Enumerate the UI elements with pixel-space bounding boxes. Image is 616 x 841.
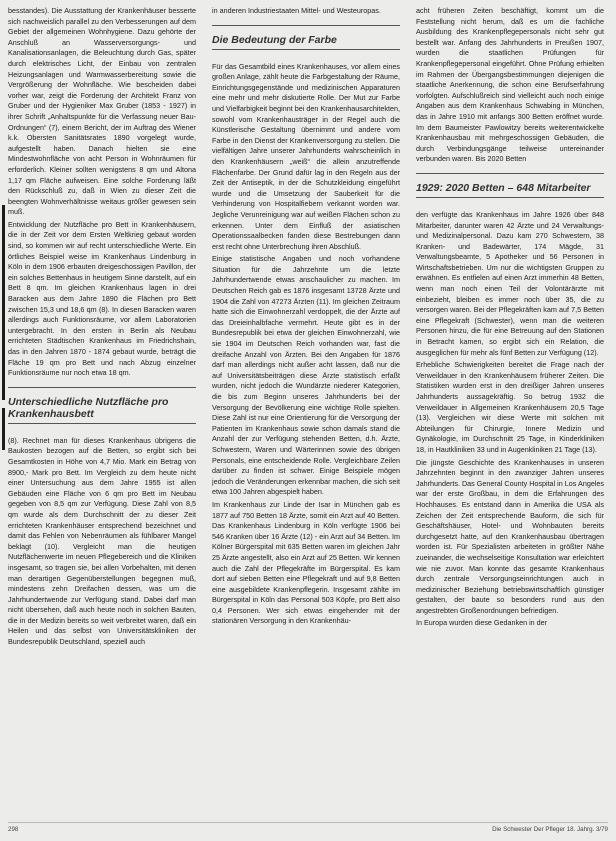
page-footer — [8, 822, 608, 833]
paragraph: Erhebliche Schwierigkeiten bereitet die Frage nach der Verweildauer in den Krankenhäusern früherer Zeiten. Die Statistiken wurden erst in den dreißiger Jahren unseres Jahrhunderts aussagekräftig. So betrug 1932 die Verweildauer in Allgemeinen Krankenhäusern 20,5 Tage (13). Vergleichen wir diese Werte mit solchen mit Abteilungen für Chirurgie, Innere Medizin und Gynäkologie, im Durchschnitt 25 Tage, in Kinderkliniken 18, in Hautkliniken 33 und in Augenkliniken 21 Tage (13). — [416, 360, 604, 454]
paragraph: besstandes). Die Ausstattung der Krankenhäuser besserte sich nachweislich parallel zu den Verbesserungen auf dem Gebiet der allgemeinen Wohnhygiene. Dazu gehörte der Anschluß an Wasserversorgungs- und Kanalisationsanlagen, die Beleuchtung durch Gas, später durch elektrisches Licht, der Einbau von zentralen Heizungsanlagen und Warmwasserbereitung sowie die Vergrößerung der Wohnfläche. Wie bescheiden dabei vorher war, zeigt die Forderung der Architekt Franz von Gruber und der Hygieniker Max Gruber (1853 - 1927) in ihrer Schrift „Anhaltspunkte für die Verfassung neuer Bau-Ordnungen“ (7), einem Bericht, der im Auftrag des Wiener k.k. Obersten Sanitätsrates 1890 vorgelegt wurde, aufgestellt haben. Danach hielten sie eine Mindestwohnfläche von acht Person in Wohnräumen für erforderlich. Kleiner sollten wenigstens 8 qm und Altona 1,17 qm Fläche aufweisen. Eine solche Forderung läßt den Rückschluß zu, daß in Wien zu dieser Zeit die beengten Wohnverhältnisse weitaus größer gewesen sein muß. — [8, 6, 196, 217]
section-heading: Die Bedeutung der Farbe — [212, 25, 400, 50]
margin-pencil-mark — [2, 205, 5, 400]
section-heading: Unterschiedliche Nutzfläche pro Krankenhausbett — [8, 387, 196, 424]
paragraph: Im Krankenhaus zur Linde der Isar in München gab es 1877 auf 750 Betten 18 Ärzte, somit ein Arzt auf 40 Betten. Das Krankenhaus Lindenburg in Köln verfügte 1906 bei 546 Kranken über 16 Ärzte (12) - ein Arzt auf 34 Betten. Im Kölner Bürgerspital mit 635 Betten waren im gleichen Jahr 25 Ärzte angestellt, also ein Arzt auf 25 Betten. Wir kennen auch die Zahl der Pflegekräfte im Bürgerspital. Es kam dort auf sieben Betten eine Pflegekraft und auf 9,8 Betten eine ausgebildete Krankenpflegerin. Insgesamt zählte im Bürgerspital in Köln das Personal 503 Köpfe, pro Bett also 0,4 Personen. Wer sich etwas eingehender mit der stationären Versorgung in den Krankenhäu- — [212, 499, 400, 626]
margin-pencil-mark — [2, 408, 5, 450]
column-2 — [212, 6, 400, 814]
paragraph: Für das Gesamtbild eines Krankenhauses, vor allem eines großen Anlage, zählt heute die Farbgestaltung der Räume, Einrichtungsgegenstände und medizinischen Apparaturen eine mehr und mehr diskutierte Rolle. Der Mut zur Farbe und Vielfarbigkeit beginnt bei den Krankenhausarchitekten, sowohl vom Krankenhausträger in der Regel auch die Künstlerische Gestaltung übernimmt und andere vom Farbe in den Dienst der Krankenversorgung zu stellen. Die vielfältigen Jahre unserer Jahrhunderts wahrscheinlich in den Krankenhäusern „weiß“ die allein anzutreffende Flächenfarbe. Der Grund dafür lag in den Regeln aus der Zeit der Antiseptik, in der die Schutzkleidung eingeführt wurde und die Umsetzung der Sauberkeit für die Verhinderung von Hospitalfiebern verkannt worden war. Jegliche Verunreinigung war auf weißen Flächen schon zu erkennen. Unter dem Einfluß der asiatischen Operationssaalbecken fanden diese Bestrebungen dann erst recht ohne Unterbrechung ihren Abschluß. — [212, 61, 400, 251]
paragraph: Die jüngste Geschichte des Krankenhauses in unseren Jahrzehnten beginnt in den zwanziger Jahren unseres Jahrhunderts. Das General County Hospital in Los Angeles war der erste Großbau, in dem die Erfahrungen des Hochhauses. Es entstand dann in Amerika die USA als Zeichen der Zeit entsprechende Bauform, die sich für Geschäftshäuser, Hotel- und Wohnbauten bereits durchgesetzt hatte, auf den Krankenhausbau übertragen worden ist. Für Spezialisten arbeiteten in größter Nähe zueinander, die wechselseitige Konsultation war erleichtert wie nie zuvor. Man konnte das gesamte Krankenhaus durch zentrale Versorgungseinrichtungen auch in medizinischer Beziehung betriebswirtschaftlich günstiger gestalten, der baute so besonders rund aus den angestrebten Großenordnungen befriedigen. — [416, 457, 604, 615]
paragraph: den verfügte das Krankenhaus im Jahre 1926 über 848 Mitarbeiter, darunter waren 42 Ärzte und 24 Verwaltungs- und Medizinalpersonal. Dazu kam 270 Schwestern, 38 Kranken- und Badewärter, 174 Mägde, 31 Verwaltungsbeamte, 5 Apotheker und 56 Personen in Wirtschaftsbetrieben. Um nur die wichtigsten Gruppen zu erwähnen. Es entfielen auf einen Arzt immerhin 48 Betten, wenn man noch einen Teil der Volontärärzte mit einbezieht, bleiben es immer noch über 35, die zu versorgen waren. Bei der Pflegekräften kam auf 7,5 Betten eine Pflegekraft (Schwester), wenn man die weiteren Personen hinzu, die für eine Betreuung auf den Stationen in Betracht kamen, so ergibt sich ein Relation, die ausgeglichen für mehr als fünf Betten zur Verfügung (12). — [416, 209, 604, 357]
journal-source: Die Schwester Der Pfleger 18. Jahrg. 3/79 — [492, 826, 608, 833]
section-heading: 1929: 2020 Betten – 648 Mitarbeiter — [416, 173, 604, 198]
page-number: 298 — [8, 826, 19, 833]
paragraph: in anderen Industriestaaten Mittel- und Westeuropas. — [212, 6, 381, 15]
column-3 — [416, 6, 604, 814]
paragraph: acht früheren Zeiten beschäftigt, kommt um die Feststellung nicht herum, daß es um die fachliche Ausbildung des Krankenpflegepersonals nicht sehr gut bestellt war. Anfang des Jahrhunderts in Preußen 1907, wurden die staatlichen Prüfungen für Krankenpflegepersonal eingeführt. Ohne Prüfung erhielten im Rahmen der Übergangsbestimmungen diejenigen die staatliche Anerkennung, die schon eine Berufserfahrung vorfolgten. Aufschlußreich sind vielleicht auch noch einige Angaben aus dem Krankenhaus Schwabing in München, das in Jahre 1910 mit anfangs 300 Betten eröffnet wurde. Im dem Baumeister Pawlowitzy bereits weiterentwickelte Krankenhausbau mit mehrgeschossigen Gebäuden, die durch Verbindungsgänge teilweise untereinander verbunden waren. Bis 2020 Betten — [416, 6, 604, 164]
column-1 — [8, 6, 196, 814]
paragraph: Entwicklung der Nutzfläche pro Bett in Krankenhäusern, die in der Zeit vor dem Ersten Weltkrieg gebaut worden sind, so kommen wir auf recht unterschiedliche Werte. Ein örtliches Beispiel weise im Krankenhaus Lindenburg in Köln in dem 1906 erbauten dreigeschossigen Pavillon, der ein solches Bettenhaus in heutigem Sinne darstellt, auf ein Bett 8 qm. Im gleichen Krankenhaus lagen in drei Baracken aus dem Jahre 1890 die Flächen pro Bett zwischen 15,3 und 18,6 qm (8). In diesen Baracken waren allerdings auch Funktionsräume, vor allem Laboratorien untergebracht. In den ersten in Berlin als Neubau errichteten Städtischen Krankenhaus im Friedrichshain, das in den Jahren 1870 - 1874 gebaut wurde, beträgt die Fläche 19 qm pro Bett und nach Abzug einzelner Funktionsräume nur noch etwa 18 qm. — [8, 219, 196, 378]
paragraph: Einige statistische Angaben und noch vorhandene Situation für die Jahrzehnte um die letzte Jahrhundertwende etwas anschaulicher zu machen. Im Deutschen Reich gab es 1876 insgesamt 13728 Ärzte und 1904 die Zahl von 47273 Ärzten (11). Im gleichen Zeitraum hatte sich die Einwohnerzahl verdoppelt, die der Ärzte auf das Dreieinhalbfache vermehrt. Heute gibt es in der Bundesrepublik bei etwa der gleichen Einwohnerzahl, wie sie 1904 im Deutschen Reich vorhanden war, fast die dreifache Anzahl von Ärzten. Bei den Angaben für 1876 darf man allerdings nicht außer acht lassen, daß nur die auf Universitätsbeiträgen diese Ärzte statistisch erfaßt wurden, nicht jedoch die Wundärzte niederer Kategorien, die bis zum Beginn unseres Jahrhunderts bei der Versorgung der Bevölkerung eine wichtige Rolle spielten. Diese Zahl ist nur eine Orientierung für die Versorgung der Patienten im Krankenhaus sowie schon damals stand die Anzahl der zur Verfügung stehenden Betten, d.h. Ärzte, Schwestern, Waren und Wärterinnen sowie des übrigen Personals, eine entscheidende Rolle. Vergleichbare Zeilen darüber zu finden ist schwer. Einige Beispiele mögen jedoch die Veränderungen erkennbar machen, die sich seit etwa 100 Jahren abgespielt haben. — [212, 254, 400, 497]
paragraph: (8). Rechnet man für dieses Krankenhaus übrigens die Baukosten bezogen auf die Betten, so ergibt sich bei Gesamtkosten in Höhe von 4,7 Mio. Mark ein Betrag von 8900,- Mark pro Bett. Im Vergleich zu dem heute nicht einer Untersuchung aus dem Jahre 1955 ist allen Gebäuden eine Fläche von 6 qm pro Bett im Neubau gegeben von 8,5 qm zur Verfügung. Diese Zahl von 8,5 qm wurde als dem Durchschnitt der zu dieser Zeit errichteten Krankenhäuser entsprechend bezeichnet und damit das Fehlen von Nebenräumen als fühlbarer Mangel beklagt (10). Vergleicht man die heutigen Nutzflächenwerte im neuen Pflegebereich und die Kliniken insgesamt, so tragen sie, bei allen Vorbehalten, mit denen man derartigen Gegenüberstellungen begegnen muß, mindestens zehn Dreifachen dessen, was um die Jahrhundertwende zur Verfügung stand. Dabei darf man nicht übersehen, daß auch heute noch in solchen Bauten, die in der Medizin bereits so weit verbreitet waren, daß ein Heilen und das selbst von Universitätskliniken der Bundesrepublik Deutschland, speziell auch — [8, 435, 196, 647]
paragraph: In Europa wurden diese Gedanken in der — [416, 618, 548, 628]
